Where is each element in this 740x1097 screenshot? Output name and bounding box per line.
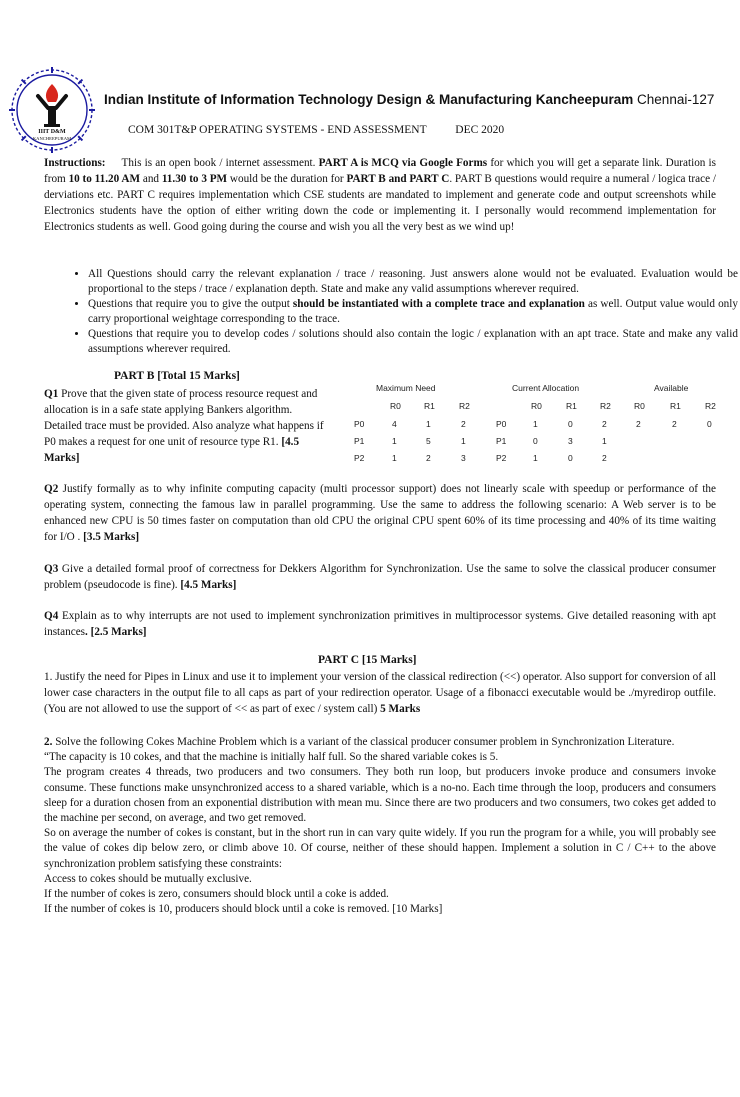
- max-need-title: Maximum Need: [376, 383, 436, 393]
- bullet-item: [88, 327, 738, 357]
- q3-marks: [4.5 Marks]: [180, 579, 237, 591]
- header-r1: R1: [424, 401, 435, 411]
- torch-figure-icon: [38, 84, 66, 127]
- q4-number: Q4: [44, 610, 59, 622]
- c2-intro: [44, 735, 716, 750]
- q1-marks: [4.5 Marks]: [44, 436, 300, 464]
- institute-name: [104, 92, 714, 107]
- logo-text-bottom: KANCHEEPURAM: [32, 136, 72, 141]
- bullet-text: Questions that require you to give the output: [88, 298, 293, 310]
- header-r0: R0: [531, 401, 542, 411]
- part-b-title: PART B [Total 15 Marks]: [114, 370, 240, 382]
- instructions-bold: PART B and PART C: [346, 173, 450, 185]
- row-label-p0: P0: [496, 419, 507, 429]
- question-c1: [44, 669, 716, 717]
- table-cell: 4: [392, 419, 397, 429]
- q4-text: Explain as to why interrupts are not used to implement synchronization primitives in multiprocessor systems. Give detailed reasoning with apt instances: [44, 610, 716, 638]
- table-cell: 2: [426, 453, 431, 463]
- course-line: [128, 124, 504, 136]
- table-cell: 0: [568, 419, 573, 429]
- table-cell: 1: [392, 436, 397, 446]
- q1-number: Q1: [44, 388, 59, 400]
- instructions-text: This is an open book / internet assessment.: [121, 157, 319, 169]
- q3-number: Q3: [44, 563, 59, 575]
- question-c2: [44, 735, 716, 917]
- table-cell: 0: [707, 419, 712, 429]
- question-q4: [44, 608, 716, 640]
- row-label-p2: P2: [496, 453, 507, 463]
- q3-text: Give a detailed formal proof of correctness for Dekkers Algorithm for Synchronization. Use the same to solve the classical producer consumer problem (pseudocode is fine).: [44, 563, 716, 591]
- exam-date: DEC 2020: [455, 124, 505, 136]
- instructions-text: and: [140, 173, 162, 185]
- q2-text: Justify formally as to why infinite computing capacity (multi processor support) does not linearly scale with speedup or performance of the operating system, connecting the famous law in parallel programming. Use the same to address the following scenario: A Web server is to be enhanced new CPU is 50 times faster on computation than old CPU the original CPU spent 60% of its time processing and 40% of its time waiting for I/O .: [44, 483, 716, 543]
- question-q3: [44, 561, 716, 593]
- question-q2: [44, 481, 716, 545]
- table-cell: 1: [533, 419, 538, 429]
- available-title: Available: [654, 383, 689, 393]
- row-label-p1: P1: [354, 436, 365, 446]
- table-cell: 1: [392, 453, 397, 463]
- table-cell: 1: [426, 419, 431, 429]
- header-r2: R2: [459, 401, 470, 411]
- row-label-p1: P1: [496, 436, 507, 446]
- row-label-p2: P2: [354, 453, 365, 463]
- instructions-bold: 10 to 11.20 AM: [68, 173, 141, 185]
- table-cell: 2: [602, 419, 607, 429]
- header-r1: R1: [670, 401, 681, 411]
- q2-marks: [3.5 Marks]: [83, 531, 140, 543]
- instructions-bullets: [66, 267, 738, 357]
- question-q1: [44, 386, 329, 466]
- table-cell: 0: [568, 453, 573, 463]
- instructions-paragraph: [44, 155, 716, 235]
- q4-marks: . [2.5 Marks]: [85, 626, 147, 638]
- course-title: COM 301T&P OPERATING SYSTEMS - END ASSESSMENT: [128, 124, 427, 136]
- header-r1: R1: [566, 401, 577, 411]
- logo-text-top: IIIT D&M: [38, 129, 66, 135]
- table-cell: 1: [602, 436, 607, 446]
- header-r0: R0: [390, 401, 401, 411]
- institute-logo: [8, 66, 96, 154]
- c2-intro-text: Solve the following Cokes Machine Problem which is a variant of the classical producer consumer problem in Synchronization Literature.: [52, 736, 675, 748]
- institute-city: Chennai-127: [637, 92, 715, 107]
- bullet-text: as well. Output value would only carry proportional weightage corresponding to the trace.: [88, 298, 738, 325]
- c2-constraint: If the number of cokes is 10, producers should block until a coke is removed. [10 Marks]: [44, 903, 443, 916]
- c1-text: 1. Justify the need for Pipes in Linux and use it to implement your version of the classical redirection (<<) operator. Also support for conversion of all lower case characters in the output file to all caps as part of your redirection operator. Usage of a fibonacci executable would be ./myredirop outfile. (You are not allowed to use the support of << as part of exec / system call): [44, 671, 716, 715]
- table-cell: 2: [461, 419, 466, 429]
- instructions-text: would be the duration for: [227, 173, 347, 185]
- table-cell: 2: [672, 419, 677, 429]
- instructions-label: Instructions:: [44, 157, 106, 169]
- current-alloc-title: Current Allocation: [512, 383, 580, 393]
- table-cell: 2: [602, 453, 607, 463]
- table-cell: 0: [533, 436, 538, 446]
- bankers-table: [352, 381, 722, 466]
- part-c-title: PART C [15 Marks]: [318, 654, 417, 666]
- c2-constraint: Access to cokes should be mutually exclusive.: [44, 872, 252, 885]
- c1-marks: 5 Marks: [380, 703, 421, 715]
- row-label-p0: P0: [354, 419, 365, 429]
- instructions-bold: 11.30 to 3 PM: [161, 173, 228, 185]
- header-r0: R0: [634, 401, 645, 411]
- institute-name-text: Indian Institute of Information Technology Design & Manufacturing Kancheepuram: [104, 92, 634, 107]
- c2-number: 2.: [44, 736, 53, 748]
- table-cell: 1: [461, 436, 466, 446]
- table-cell: 3: [461, 453, 466, 463]
- table-cell: 5: [426, 436, 431, 446]
- table-cell: 2: [636, 419, 641, 429]
- table-cell: 1: [533, 453, 538, 463]
- bullet-text: Questions that require you to develop codes / solutions should also contain the logic / explanation with an apt trace. State and make any valid assumptions wherever required.: [88, 328, 738, 355]
- header-r2: R2: [600, 401, 611, 411]
- c2-paragraph: So on average the number of cokes is constant, but in the short run in can vary quite widely. If you run the program for a while, you will probably see the value of cokes dip below zero, or climb above 10. Of course, neither of these should happen. Implement a solution in C / C++ to the above synchronization problem satisfying these constraints:: [44, 827, 716, 870]
- bullet-item: [88, 267, 738, 297]
- bullet-text: All Questions should carry the relevant explanation / trace / reasoning. Just answers alone would not be evaluated. Evaluation would be proportional to the steps / trace / explanation depth. State and make any valid assumptions wherever required.: [88, 268, 738, 295]
- q1-text: Prove that the given state of process resource request and allocation is in a safe state applying Bankers algorithm. Detailed trace must be provided. Also analyze what happens if P0 makes a request for one unit of resource type R1.: [44, 388, 324, 448]
- table-cell: 3: [568, 436, 573, 446]
- instructions-text: . PART B questions would require a numeral / logica trace / derviations etc. PART C requires implementation which CSE students are mandated to implement and generate code and output screenshots while Electronics students have the option of either writing down the code or implementing it. I personally would recommend implementation for Electronics students as well. Good going during the course and wish you all the very best as we wind up!: [44, 173, 716, 233]
- bullet-bold: should be instantiated with a complete trace and explanation: [292, 298, 585, 310]
- bullet-item: [88, 297, 738, 327]
- c2-paragraph: The program creates 4 threads, two producers and two consumers. They both run loop, but producers invoke produce and consumers invoke consume. These functions make unsynchronized access to a shared variable, which is a no-no. Each time through the loop, producers and consumers sleep for a duration chosen from an exponential distribution with mean mu. Since there are two producers and two consumers, two cokes get added to the machine per second, on average, and two get removed.: [44, 766, 716, 825]
- instructions-text: for which you will get a separate link. Duration is from: [44, 157, 716, 185]
- q2-number: Q2: [44, 483, 59, 495]
- header-r2: R2: [705, 401, 716, 411]
- c2-paragraph: “The capacity is 10 cokes, and that the machine is initially half full. So the shared variable cokes is 5.: [44, 751, 499, 764]
- instructions-bold: PART A is MCQ via Google Forms: [318, 157, 488, 169]
- c2-constraint: If the number of cokes is zero, consumers should block until a coke is added.: [44, 888, 389, 901]
